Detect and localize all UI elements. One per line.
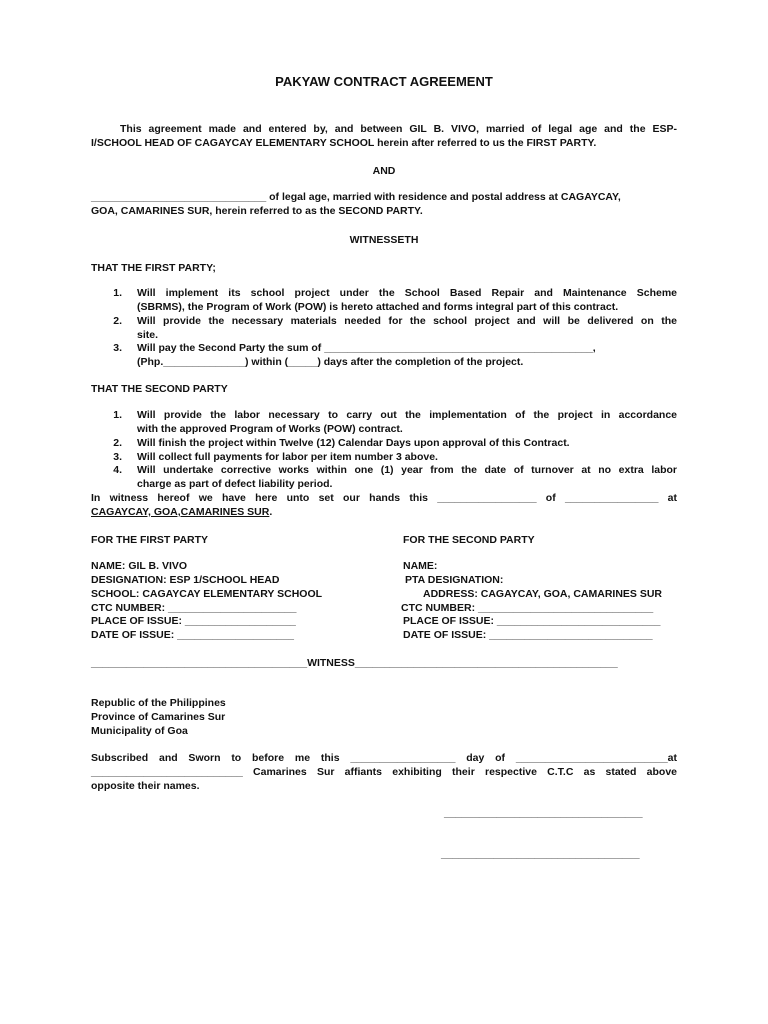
signing-place: CAGAYCAY, GOA,CAMARINES SUR	[91, 506, 270, 518]
witness-clause-line-1: In witness hereof we have here unto set our hands this _________________ of ________________ at	[91, 492, 677, 504]
second-party-address: ADDRESS: CAGAYCAY, GOA, CAMARINES SUR	[423, 588, 663, 600]
second-party-item-1-number: 1.	[113, 409, 122, 421]
second-party-heading: THAT THE SECOND PARTY	[91, 383, 228, 395]
intro-line-2-end: .	[593, 137, 597, 149]
jurisdiction-republic: Republic of the Philippines	[91, 697, 226, 709]
first-party-item-3-number: 3.	[113, 342, 122, 354]
notary-signature-line-1: __________________________________	[444, 807, 643, 819]
first-party-school: SCHOOL: CAGAYCAY ELEMENTARY SCHOOL	[91, 588, 323, 600]
first-party-block-heading: FOR THE FIRST PARTY	[91, 534, 209, 546]
second-party-item-3-number: 3.	[113, 451, 122, 463]
second-party-item-3-line-1: Will collect full payments for labor per item number 3 above.	[137, 451, 438, 463]
second-party-ctc-number: CTC NUMBER: ______________________________	[401, 602, 654, 614]
witness-clause-line-2	[91, 506, 272, 520]
intro-line-2	[91, 137, 596, 151]
second-party-item-4-line-1: Will undertake corrective works within one (1) year from the date of turnover at no extra labor	[137, 464, 677, 476]
second-party-item-2-number: 2.	[113, 437, 122, 449]
second-party-item-1-line-2: with the approved Program of Works (POW) contract.	[137, 423, 403, 435]
and-label: AND	[372, 165, 396, 177]
jurisdiction-municipality: Municipality of Goa	[91, 725, 188, 737]
first-party-heading: THAT THE FIRST PARTY;	[91, 262, 216, 274]
first-party-name: NAME: GIL B. VIVO	[91, 560, 188, 572]
witness-signature-line: _____________________________________WITNESS_____________________________________________	[91, 657, 618, 669]
first-party-item-1-line-1: Will implement its school project under the School Based Repair and Maintenance Scheme	[137, 287, 677, 299]
second-party-name-blank: ______________________________	[91, 191, 267, 203]
second-party-pta-designation: PTA DESIGNATION:	[405, 574, 504, 586]
first-party-item-3-line-2: (Php.______________) within (_____) days after the completion of the project.	[137, 356, 524, 368]
first-party-ctc-number: CTC NUMBER: ______________________	[91, 602, 297, 614]
witness-clause-end: .	[269, 506, 273, 518]
subscribed-line-3: opposite their names.	[91, 780, 200, 792]
first-party-item-1-number: 1.	[113, 287, 122, 299]
first-party-item-2-line-2: site.	[137, 329, 159, 341]
witnesseth-heading: WITNESSETH	[349, 234, 419, 246]
notary-signature-line-2: __________________________________	[441, 848, 640, 860]
intro-line-2-text: I/SCHOOL HEAD OF CAGAYCAY ELEMENTARY SCHOOL herein after referred to us the	[91, 137, 527, 149]
document-title: PAKYAW CONTRACT AGREEMENT	[275, 74, 493, 89]
second-party-name: NAME:	[403, 560, 438, 572]
second-party-item-1-line-1: Will provide the labor necessary to carry out the implementation of the project in accordance	[137, 409, 677, 421]
first-party-item-2-line-1: Will provide the necessary materials needed for the school project and will be delivered on the	[137, 315, 677, 327]
first-party-item-1-line-2: (SBRMS), the Program of Work (POW) is hereto attached and forms integral part of this contract.	[137, 301, 619, 313]
first-party-item-2-number: 2.	[113, 315, 122, 327]
subscribed-line-2: __________________________ Camarines Sur affiants exhibiting their respective C.T.C as stated above	[91, 766, 677, 778]
intro-line-1: This agreement made and entered by, and between GIL B. VIVO, married of legal age and the ESP-	[120, 123, 677, 135]
second-party-place-of-issue: PLACE OF ISSUE: ____________________________	[403, 615, 661, 627]
first-party-place-of-issue: PLACE OF ISSUE: ___________________	[91, 615, 296, 627]
second-party-date-of-issue: DATE OF ISSUE: ____________________________	[403, 629, 653, 641]
second-intro-line-2: GOA, CAMARINES SUR, herein referred to as the SECOND PARTY.	[91, 205, 423, 217]
first-party-date-of-issue: DATE OF ISSUE: ____________________	[91, 629, 294, 641]
second-intro-text: of legal age, married with residence and postal address at CAGAYCAY,	[266, 191, 621, 203]
second-party-block-heading: FOR THE SECOND PARTY	[403, 534, 535, 546]
second-party-item-4-number: 4.	[113, 464, 122, 476]
jurisdiction-province: Province of Camarines Sur	[91, 711, 226, 723]
first-party-item-3-line-1: Will pay the Second Party the sum of ______________________________________________,	[137, 342, 596, 354]
second-intro-line-1	[91, 191, 621, 205]
second-party-item-4-line-2: charge as part of defect liability period.	[137, 478, 333, 490]
second-party-item-2-line-1: Will finish the project within Twelve (12) Calendar Days upon approval of this Contract.	[137, 437, 570, 449]
first-party-term: FIRST PARTY	[526, 137, 594, 149]
subscribed-line-1: Subscribed and Sworn to before me this __________________ day of __________________________at	[91, 752, 677, 764]
first-party-designation: DESIGNATION: ESP 1/SCHOOL HEAD	[91, 574, 280, 586]
